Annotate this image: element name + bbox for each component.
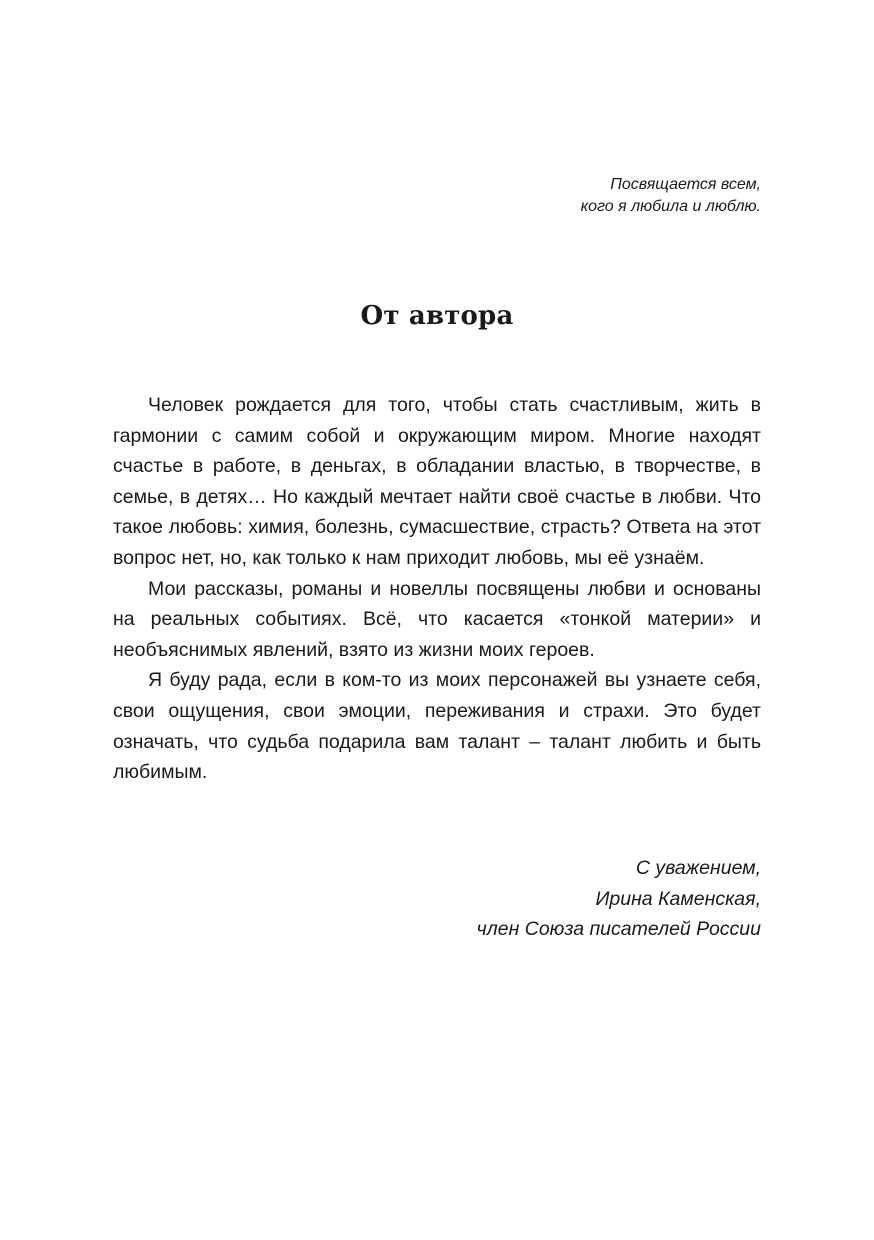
dedication-line-1: Посвящается всем, <box>610 176 761 193</box>
foreword-body <box>113 390 761 788</box>
signature-author-name: Ирина Каменская, <box>595 887 761 910</box>
signature-greeting: С уважением, <box>635 857 761 879</box>
author-signature <box>301 853 761 945</box>
paragraph-3: Я буду рада, если в ком-то из моих персонажей вы узнаете себя, свои ощущения, свои эмоции, переживания и страхи. Это будет означать, что судьба подарила вам талант – талант любить и быть любимым. <box>113 669 761 784</box>
chapter-heading: От автора <box>360 301 514 331</box>
signature-author-title: член Союза писателей России <box>476 918 761 941</box>
paragraph-2: Мои рассказы, романы и новеллы посвящены любви и основаны на реальных событиях. Всё, что касается «тонкой материи» и необъяснимых явлений, взято из жизни моих героев. <box>113 577 761 661</box>
dedication-line-2: кого я любила и люблю. <box>580 198 761 215</box>
dedication <box>301 174 761 218</box>
paragraph-1: Человек рождается для того, чтобы стать счастливым, жить в гармонии с самим собой и окружающим миром. Многие находят счастье в работе, в деньгах, в обладании властью, в творчестве, в семье, в детях… Но каждый мечтает найти своё счастье в любви. Что такое любовь: химия, болезнь, сумасшествие, страсть? Ответа на этот вопрос нет, но, как только к нам приходит любовь, мы её узнаём. <box>113 394 761 569</box>
